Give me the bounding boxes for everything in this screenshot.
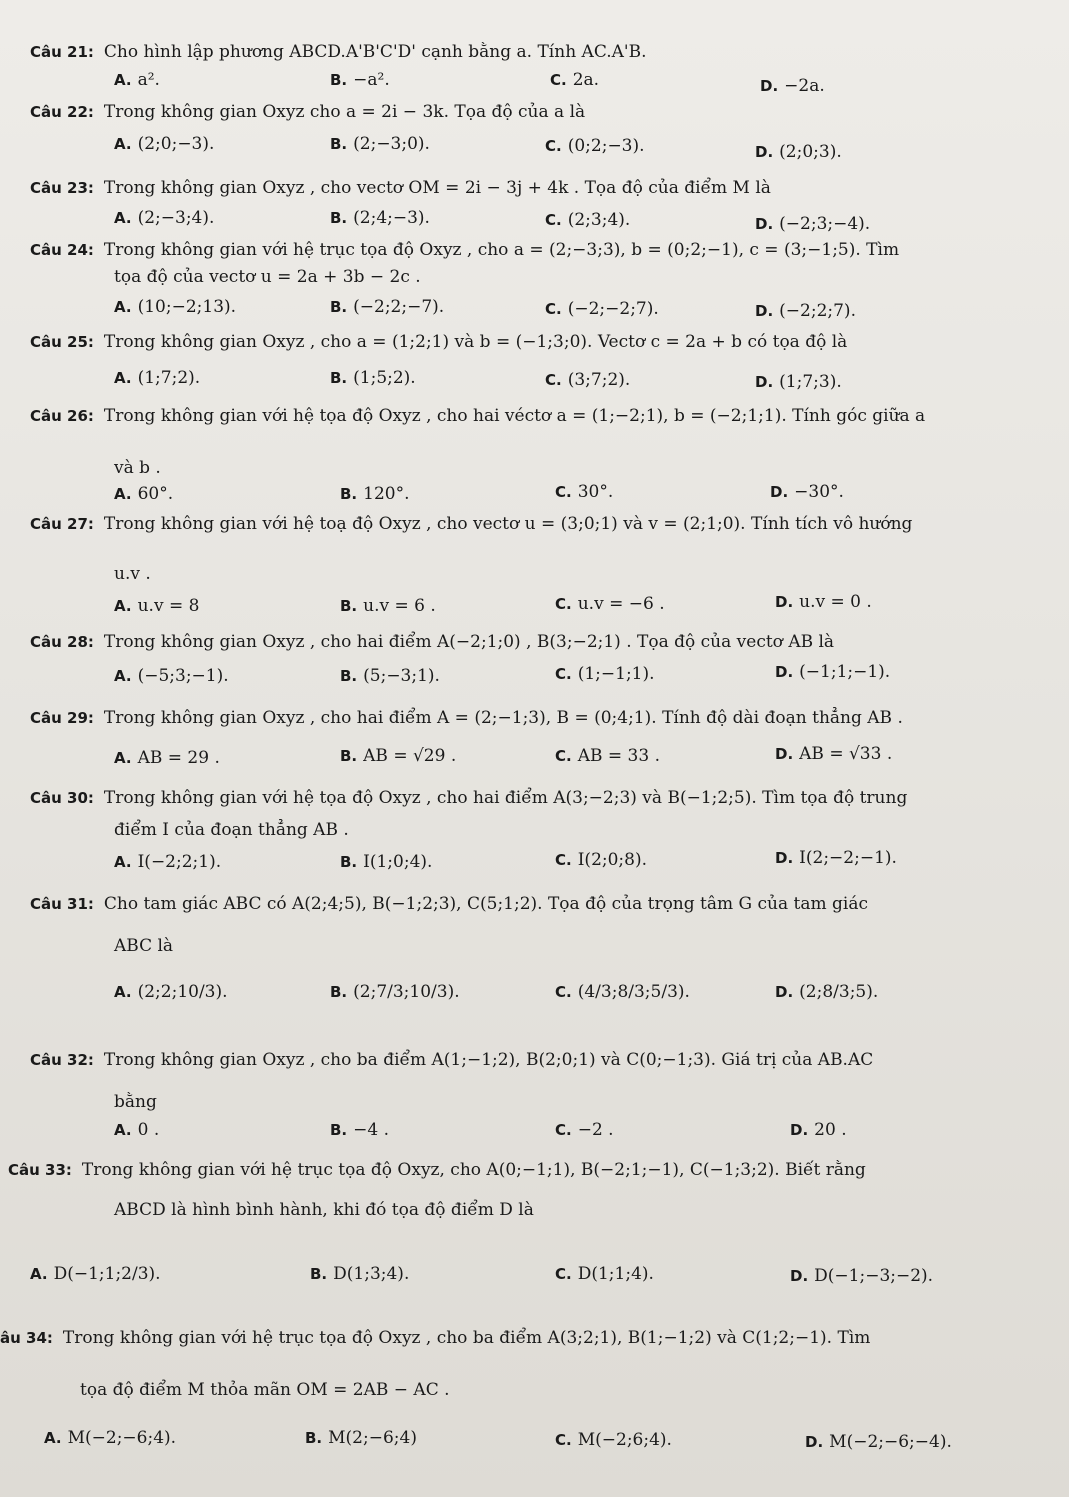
- option-c: C. −2 .: [555, 1120, 614, 1140]
- option-c: C. I(2;0;8).: [555, 850, 648, 870]
- option-d: D. (−2;2;7).: [755, 301, 856, 321]
- question-stem: Câu 28: Trong không gian Oxyz , cho hai điểm A(−2;1;0) , B(3;−2;1) . Tọa độ của vectơ AB là: [30, 632, 835, 652]
- option-c: C. 2a.: [550, 70, 600, 90]
- option-d: D. AB = √33 .: [775, 744, 893, 764]
- option-b: B. u.v = 6 .: [340, 596, 436, 616]
- question-stem: Câu 24: Trong không gian với hệ trục tọa độ Oxyz , cho a = (2;−3;3), b = (0;2;−1), c = (3;−1;5). Tìm: [30, 240, 900, 260]
- option-a: A. a².: [114, 70, 160, 90]
- option-a: A. (10;−2;13).: [114, 297, 237, 317]
- option-a: A. (2;2;10/3).: [114, 982, 228, 1002]
- option-d: D. M(−2;−6;−4).: [805, 1432, 952, 1452]
- question-continuation: và b .: [114, 458, 161, 478]
- question-continuation: u.v .: [114, 564, 151, 584]
- option-c: C. D(1;1;4).: [555, 1264, 654, 1284]
- question-continuation: tọa độ điểm M thỏa mãn OM = 2AB − AC .: [80, 1380, 450, 1400]
- option-a: A. u.v = 8: [114, 596, 200, 616]
- option-c: C. (3;7;2).: [545, 370, 631, 390]
- question-continuation: ABC là: [114, 936, 174, 956]
- option-c: C. (2;3;4).: [545, 210, 631, 230]
- question-stem: Câu 32: Trong không gian Oxyz , cho ba điểm A(1;−1;2), B(2;0;1) và C(0;−1;3). Giá trị của AB.AC: [30, 1050, 874, 1070]
- option-b: B. (5;−3;1).: [340, 666, 440, 686]
- option-c: C. M(−2;6;4).: [555, 1430, 672, 1450]
- question-stem: Câu 27: Trong không gian với hệ toạ độ Oxyz , cho vectơ u = (3;0;1) và v = (2;1;0). Tính tích vô hướng: [30, 514, 913, 534]
- option-d: D. D(−1;−3;−2).: [790, 1266, 934, 1286]
- option-d: D. (1;7;3).: [755, 372, 842, 392]
- question-stem: Câu 22: Trong không gian Oxyz cho a = 2i − 3k. Tọa độ của a là: [30, 102, 586, 122]
- option-c: C. (0;2;−3).: [545, 136, 645, 156]
- option-d: D. I(2;−2;−1).: [775, 848, 897, 868]
- option-b: B. I(1;0;4).: [340, 852, 433, 872]
- question-stem: Câu 29: Trong không gian Oxyz , cho hai điểm A = (2;−1;3), B = (0;4;1). Tính độ dài đoạn thẳng AB .: [30, 708, 903, 728]
- option-d: D. (2;8/3;5).: [775, 982, 879, 1002]
- option-b: B. 120°.: [340, 484, 410, 504]
- option-a: A. (1;7;2).: [114, 368, 201, 388]
- option-a: A. (2;0;−3).: [114, 134, 215, 154]
- option-a: A. 60°.: [114, 484, 174, 504]
- question-stem: âu 34: Trong không gian với hệ trục tọa độ Oxyz , cho ba điểm A(3;2;1), B(1;−1;2) và C(1;2;−1). Tìm: [0, 1328, 871, 1348]
- option-a: A. (2;−3;4).: [114, 208, 215, 228]
- option-a: A. M(−2;−6;4).: [44, 1428, 177, 1448]
- option-d: D. −2a.: [760, 76, 825, 96]
- question-continuation: ABCD là hình bình hành, khi đó tọa độ điểm D là: [114, 1200, 534, 1220]
- option-d: D. (−1;1;−1).: [775, 662, 891, 682]
- option-d: D. (−2;3;−4).: [755, 214, 871, 234]
- question-continuation: bằng: [114, 1092, 157, 1112]
- option-c: C. u.v = −6 .: [555, 594, 665, 614]
- question-stem: Câu 23: Trong không gian Oxyz , cho vectơ OM = 2i − 3j + 4k . Tọa độ của điểm M là: [30, 178, 771, 198]
- option-b: B. (2;7/3;10/3).: [330, 982, 460, 1002]
- option-b: B. (2;−3;0).: [330, 134, 430, 154]
- option-d: D. (2;0;3).: [755, 142, 842, 162]
- question-stem: Câu 26: Trong không gian với hệ tọa độ Oxyz , cho hai véctơ a = (1;−2;1), b = (−2;1;1). Tính góc giữa a: [30, 406, 926, 426]
- question-stem: Câu 30: Trong không gian với hệ tọa độ Oxyz , cho hai điểm A(3;−2;3) và B(−1;2;5). Tìm tọa độ trung: [30, 788, 908, 808]
- option-b: B. M(2;−6;4): [305, 1428, 417, 1448]
- question-stem: Câu 31: Cho tam giác ABC có A(2;4;5), B(−1;2;3), C(5;1;2). Tọa độ của trọng tâm G của tam giác: [30, 894, 868, 914]
- option-b: B. D(1;3;4).: [310, 1264, 410, 1284]
- option-b: B. (−2;2;−7).: [330, 297, 445, 317]
- option-a: A. D(−1;1;2/3).: [30, 1264, 161, 1284]
- question-continuation: tọa độ của vectơ u = 2a + 3b − 2c .: [114, 267, 421, 287]
- option-a: A. (−5;3;−1).: [114, 666, 229, 686]
- option-c: C. (−2;−2;7).: [545, 299, 659, 319]
- option-c: C. (4/3;8/3;5/3).: [555, 982, 690, 1002]
- option-a: A. I(−2;2;1).: [114, 852, 222, 872]
- question-stem: Câu 33: Trong không gian với hệ trục tọa độ Oxyz, cho A(0;−1;1), B(−2;1;−1), C(−1;3;2). Biết rằng: [8, 1160, 866, 1180]
- option-a: A. AB = 29 .: [114, 748, 220, 768]
- question-stem: Câu 25: Trong không gian Oxyz , cho a = (1;2;1) và b = (−1;3;0). Vectơ c = 2a + b có tọa độ là: [30, 332, 848, 352]
- option-b: B. AB = √29 .: [340, 746, 457, 766]
- option-c: C. 30°.: [555, 482, 614, 502]
- option-b: B. −a².: [330, 70, 390, 90]
- option-d: D. 20 .: [790, 1120, 847, 1140]
- option-d: D. −30°.: [770, 482, 844, 502]
- question-stem: Câu 21: Cho hình lập phương ABCD.A'B'C'D' cạnh bằng a. Tính AC.A'B.: [30, 42, 647, 62]
- option-a: A. 0 .: [114, 1120, 160, 1140]
- option-d: D. u.v = 0 .: [775, 592, 872, 612]
- option-c: C. (1;−1;1).: [555, 664, 655, 684]
- question-continuation: điểm I của đoạn thẳng AB .: [114, 820, 349, 840]
- option-b: B. (2;4;−3).: [330, 208, 430, 228]
- option-c: C. AB = 33 .: [555, 746, 660, 766]
- option-b: B. (1;5;2).: [330, 368, 416, 388]
- option-b: B. −4 .: [330, 1120, 390, 1140]
